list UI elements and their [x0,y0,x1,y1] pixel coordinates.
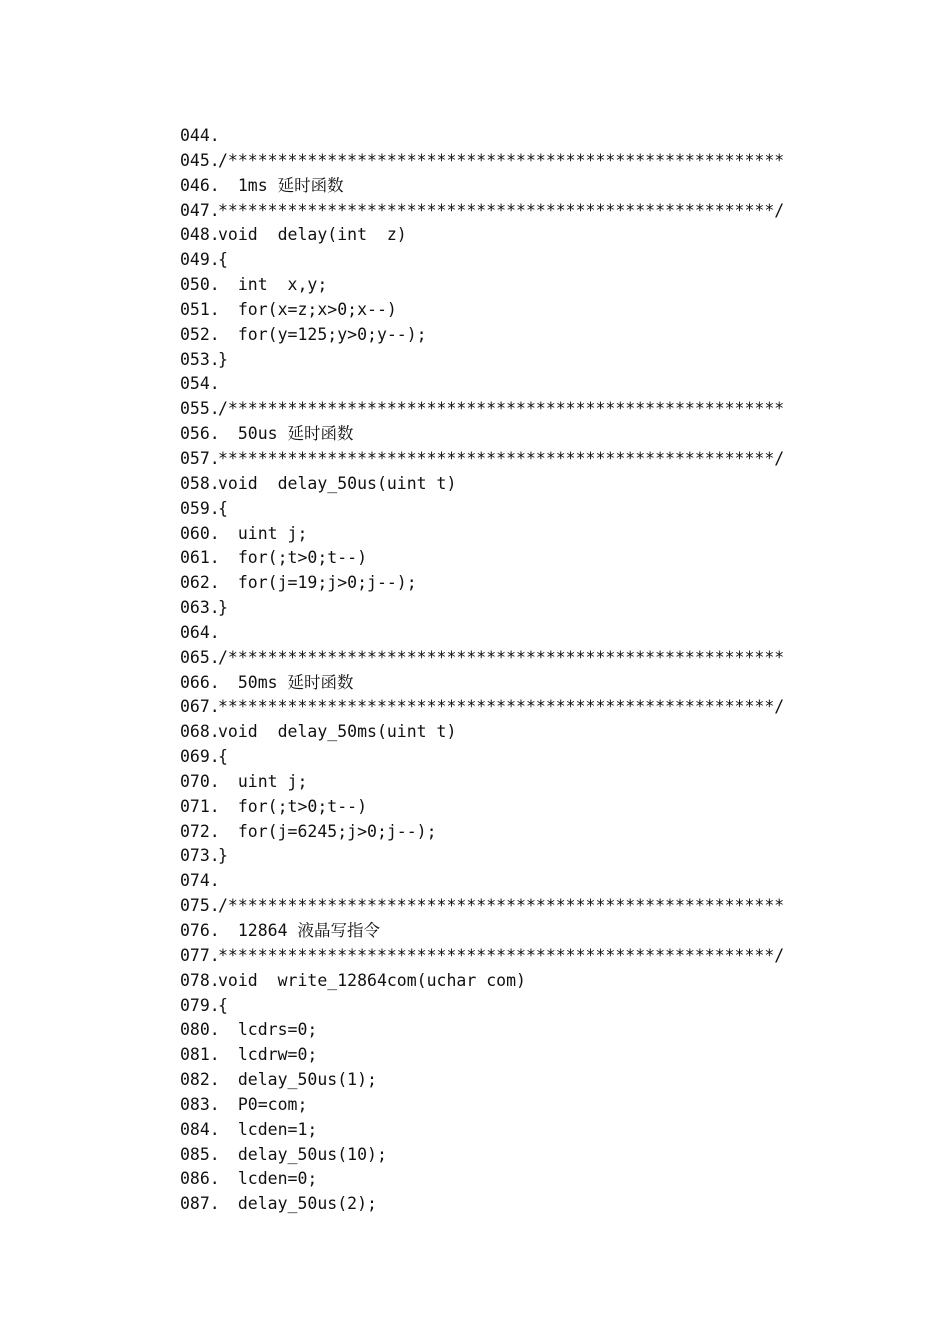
code-line [180,1068,920,1093]
line-number: 078. [180,970,220,990]
code-line [180,969,920,994]
line-number: 044. [180,126,220,145]
line-number: 084. [180,1119,220,1139]
code-line [180,323,920,348]
line-text: ********************************************************/ [218,945,785,965]
code-line [180,1093,920,1118]
line-text: /******************************************************** [218,150,785,170]
line-number: 085. [180,1144,220,1164]
line-number: 076. [180,921,220,940]
code-line [180,199,920,224]
line-text: 50ms 延时函数 [218,672,354,692]
line-text: /******************************************************** [218,399,785,419]
code-line [180,1167,920,1192]
line-number: 062. [180,573,220,593]
code-line [180,745,920,770]
line-number: 058. [180,473,220,493]
line-text: lcden=1; [218,1119,318,1139]
line-number: 068. [180,722,220,742]
code-line [180,124,920,149]
line-text: for(y=125;y>0;y--); [218,324,427,344]
code-line [180,472,920,497]
line-number: 072. [180,821,220,841]
line-number: 057. [180,448,220,468]
line-number: 067. [180,697,220,717]
line-number: 083. [180,1094,220,1114]
code-line [180,497,920,522]
line-number: 069. [180,747,220,767]
line-number: 066. [180,672,220,692]
code-line [180,894,920,919]
line-number: 061. [180,548,220,568]
code-line [180,1143,920,1168]
line-text: lcden=0; [218,1169,318,1189]
code-line [180,596,920,621]
line-text: for(;t>0;t--) [218,796,368,816]
line-number: 081. [180,1045,220,1065]
code-line [180,248,920,273]
line-number: 087. [180,1194,220,1214]
line-text: ********************************************************/ [218,697,785,717]
line-number: 063. [180,598,220,618]
code-line [180,447,920,472]
line-text: /******************************************************** [218,896,785,916]
line-number: 048. [180,225,220,245]
code-line [180,372,920,397]
line-text: P0=com; [218,1094,308,1114]
line-text: 50us 延时函数 [218,424,354,444]
code-line [180,522,920,547]
code-line [180,546,920,571]
line-number: 046. [180,175,220,195]
line-text: lcdrs=0; [218,1020,318,1040]
line-text: { [218,250,228,270]
code-line [180,994,920,1019]
line-text: ********************************************************/ [218,200,785,220]
line-text: void delay_50us(uint t) [218,473,457,493]
line-number: 082. [180,1070,220,1090]
line-text: } [218,846,228,866]
line-number: 050. [180,275,220,295]
line-text: for(j=6245;j>0;j--); [218,821,437,841]
line-text: void delay_50ms(uint t) [218,722,457,742]
line-number: 086. [180,1169,220,1189]
code-line [180,844,920,869]
code-line [180,273,920,298]
code-listing [180,124,920,1217]
line-text: { [218,995,228,1015]
code-line [180,795,920,820]
line-text: uint j; [218,771,308,791]
code-line [180,869,920,894]
code-line [180,820,920,845]
line-number: 075. [180,896,220,916]
line-text: { [218,498,228,518]
line-number: 070. [180,771,220,791]
line-number: 055. [180,399,220,419]
line-number: 045. [180,150,220,170]
line-text: void delay(int z) [218,225,407,245]
line-text: for(x=z;x>0;x--) [218,299,397,319]
line-text: delay_50us(2); [218,1194,377,1214]
code-line [180,298,920,323]
line-text: } [218,349,228,369]
line-number: 065. [180,647,220,667]
line-text: lcdrw=0; [218,1045,318,1065]
line-number: 052. [180,324,220,344]
code-line [180,1118,920,1143]
line-text: { [218,747,228,767]
code-line [180,422,920,447]
line-number: 053. [180,349,220,369]
line-number: 073. [180,846,220,866]
line-number: 079. [180,995,220,1015]
line-text: for(j=19;j>0;j--); [218,573,417,593]
line-text: int x,y; [218,275,328,295]
code-line [180,149,920,174]
line-number: 060. [180,523,220,543]
line-text: for(;t>0;t--) [218,548,368,568]
code-line [180,671,920,696]
code-line [180,646,920,671]
code-line [180,1018,920,1043]
line-text: } [218,598,228,618]
line-text: ********************************************************/ [218,448,785,468]
code-line [180,944,920,969]
line-text: /******************************************************** [218,647,785,667]
line-text: delay_50us(1); [218,1070,377,1090]
line-text: delay_50us(10); [218,1144,387,1164]
code-line [180,223,920,248]
code-line [180,919,920,944]
line-text: uint j; [218,523,308,543]
code-line [180,695,920,720]
line-number: 049. [180,250,220,270]
line-number: 071. [180,796,220,816]
code-line [180,1043,920,1068]
line-number: 064. [180,622,220,642]
line-number: 047. [180,200,220,220]
line-number: 056. [180,424,220,444]
code-line [180,397,920,422]
code-line [180,174,920,199]
code-line [180,571,920,596]
code-line [180,770,920,795]
line-number: 054. [180,374,220,394]
code-line [180,1192,920,1217]
code-line [180,621,920,646]
line-number: 074. [180,871,220,891]
line-number: 059. [180,498,220,518]
line-text: 12864 液晶写指令 [218,921,380,940]
line-text: void write_12864com(uchar com) [218,970,526,990]
code-line [180,348,920,373]
line-text: 1ms 延时函数 [218,175,344,195]
code-line [180,720,920,745]
line-number: 077. [180,945,220,965]
line-number: 080. [180,1020,220,1040]
line-number: 051. [180,299,220,319]
